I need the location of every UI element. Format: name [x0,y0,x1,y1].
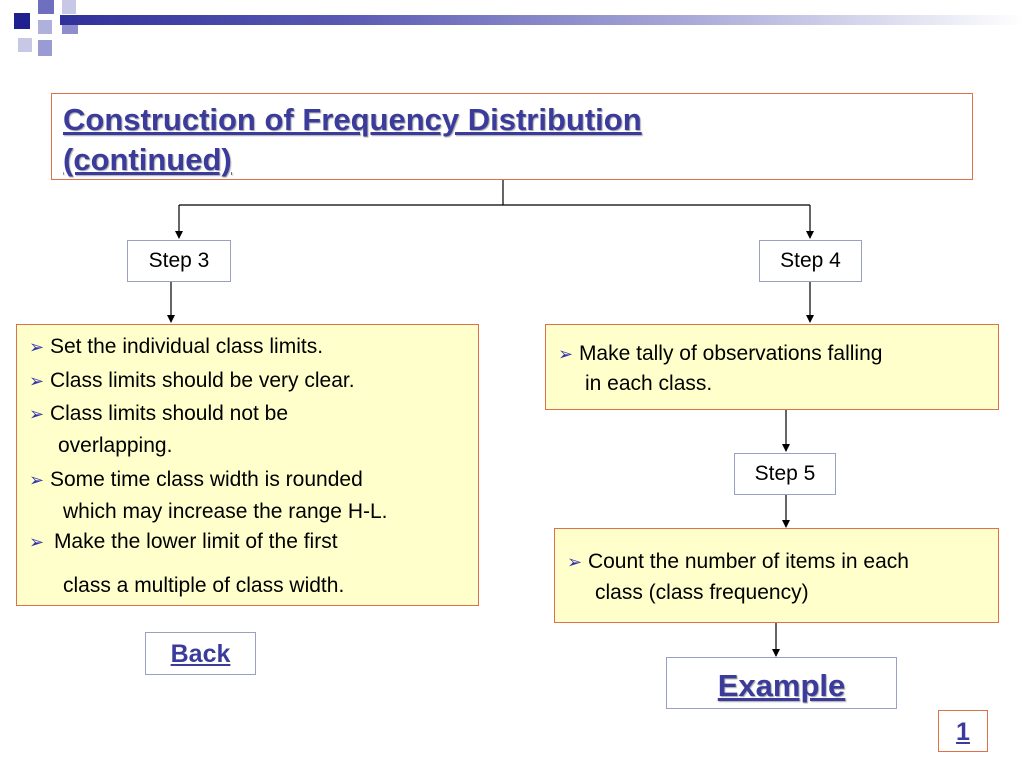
list-item-continuation: class a multiple of class width. [63,574,345,597]
list-item [29,400,288,428]
step-3-box [127,240,231,282]
bullet-arrow-icon: ➢ [29,470,45,490]
step-4-notes [545,324,999,410]
step-3-label: Step 3 [148,249,210,272]
bullet-arrow-icon: ➢ [29,337,45,357]
page-number-box[interactable] [938,710,988,752]
list-item [29,466,363,494]
bullet-arrow-icon: ➢ [567,552,583,572]
list-item [558,340,882,368]
list-item [29,333,323,361]
bullet-arrow-icon: ➢ [29,532,45,552]
list-item-continuation: class (class frequency) [595,581,809,604]
bullet-arrow-icon: ➢ [29,371,45,391]
list-item-text: Class limits should be very clear. [49,369,355,392]
list-item-continuation: in each class. [585,372,713,395]
step-5-label: Step 5 [754,462,816,485]
bullet-arrow-icon: ➢ [558,344,574,364]
list-item-continuation: overlapping. [58,434,173,457]
list-item-text: Make tally of observations falling [578,342,883,365]
page-number-link[interactable]: 1 [956,718,970,746]
step-3-notes [16,324,479,606]
example-link[interactable]: Example [717,668,846,703]
list-item-text: Count the number of items in each [587,550,909,573]
back-button[interactable] [145,632,256,675]
page-title [63,100,642,180]
list-item-continuation: which may increase the range H-L. [63,500,388,523]
list-item [29,528,338,556]
title-line-1: Construction of Frequency Distribution [63,102,642,137]
bullet-arrow-icon: ➢ [29,404,45,424]
list-item-text: Make the lower limit of the first [53,530,338,553]
title-box [51,93,973,180]
back-link[interactable]: Back [170,640,231,668]
example-button[interactable] [666,657,897,709]
list-item-text: Some time class width is rounded [49,468,363,491]
step-4-box [759,240,862,282]
list-item [567,548,909,576]
step-4-label: Step 4 [780,249,841,272]
list-item [29,367,355,395]
step-5-box [734,453,836,495]
list-item-text: Set the individual class limits. [49,335,324,358]
step-5-notes [554,528,999,623]
list-item-text: Class limits should not be [49,402,289,425]
title-line-2: (continued) [63,142,232,177]
